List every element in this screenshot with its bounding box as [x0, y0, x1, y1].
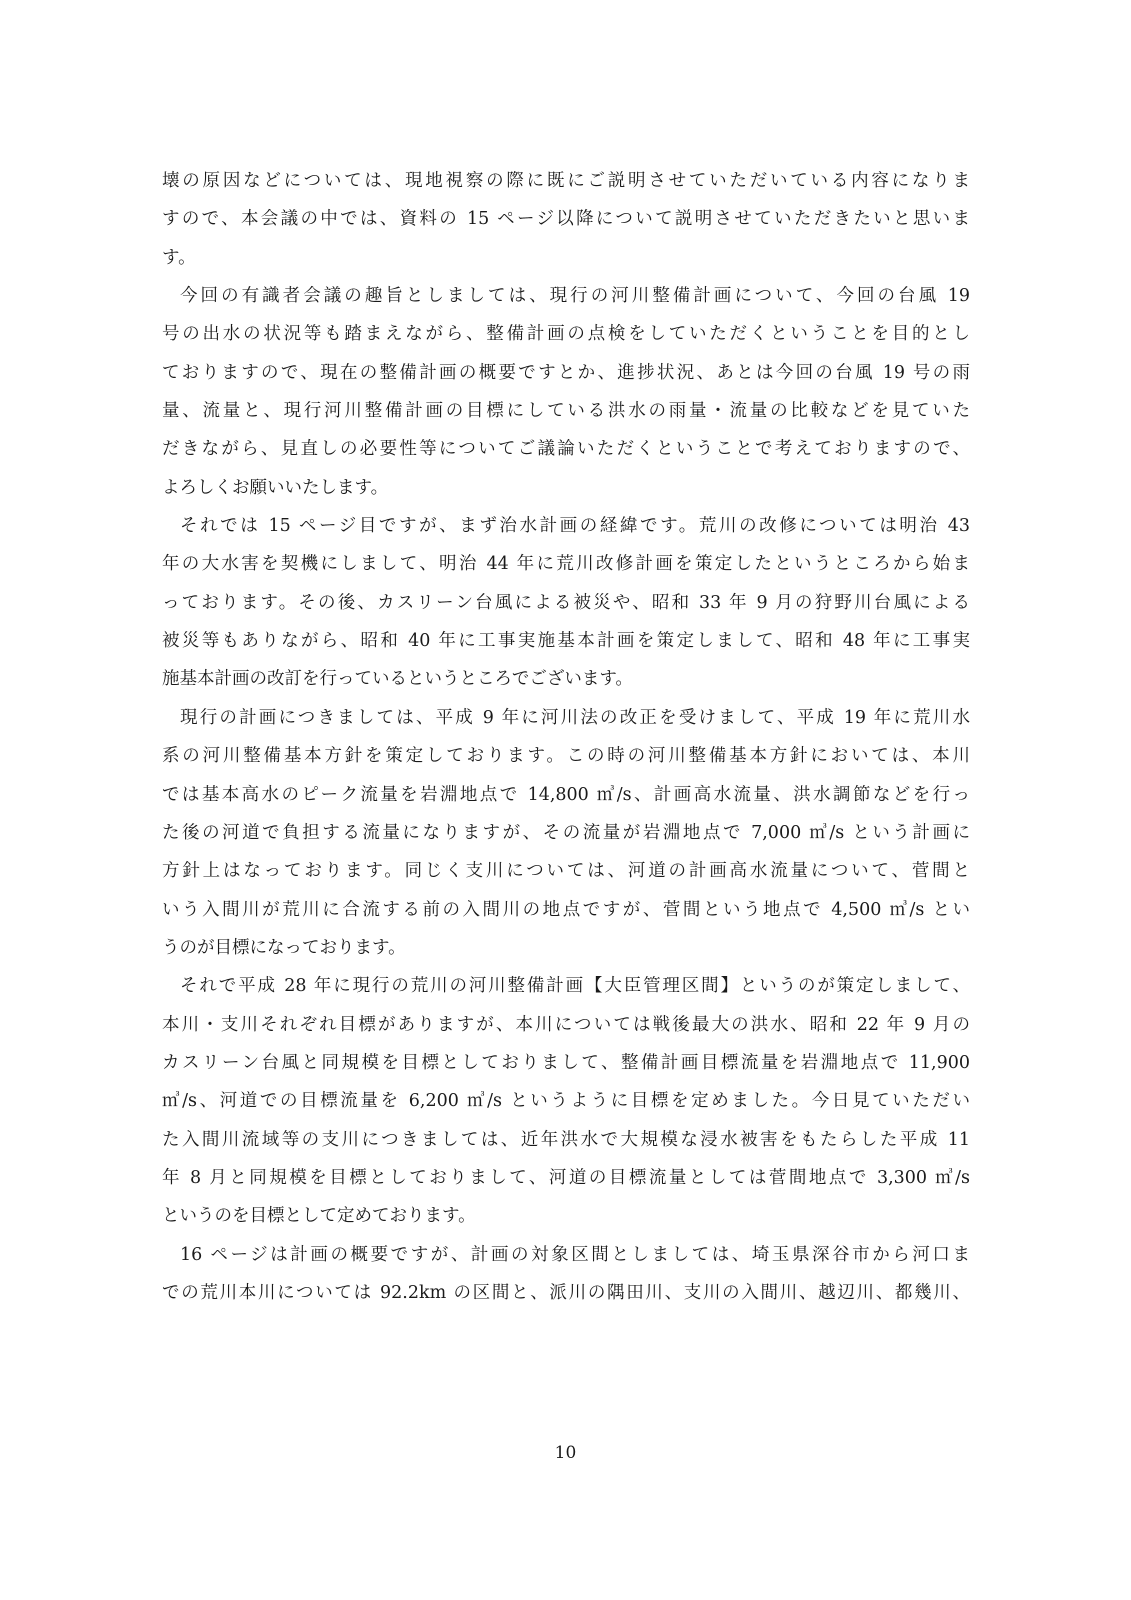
text-line: カスリーン台風と同規模を目標としておりまして、整備計画目標流量を岩淵地点で 11,900	[162, 1052, 970, 1073]
page-number: 10	[554, 1443, 577, 1463]
text-line: 被災等もありながら、昭和 40 年に工事実施基本計画を策定しまして、昭和 48 年に工事実	[162, 631, 970, 652]
text-line: いう入間川が荒川に合流する前の入間川の地点ですが、菅間という地点で 4,500 ㎥/s とい	[162, 899, 970, 920]
text-line: 現行の計画につきましては、平成 9 年に河川法の改正を受けまして、平成 19 年に荒川水	[180, 707, 970, 728]
text-line: それでは 15 ページ目ですが、まず治水計画の経緯です。荒川の改修については明治 43	[180, 516, 970, 537]
text-line: 年 8 月と同規模を目標としておりまして、河道の目標流量としては菅間地点で 3,300 ㎥/s	[162, 1167, 970, 1188]
text-line: ㎥/s、河道での目標流量を 6,200 ㎥/s というように目標を定めました。今日見ていただい	[162, 1091, 970, 1112]
text-line: 本川・支川それぞれ目標がありますが、本川については戦後最大の洪水、昭和 22 年 9 月の	[162, 1014, 970, 1035]
text-line: での荒川本川については 92.2km の区間と、派川の隅田川、支川の入間川、越辺川、都幾川、	[162, 1282, 970, 1303]
text-line: 方針上はなっております。同じく支川については、河道の計画高水流量について、菅間と	[162, 861, 970, 882]
text-line: 今回の有識者会議の趣旨としましては、現行の河川整備計画について、今回の台風 19	[180, 286, 970, 307]
text-line: すので、本会議の中では、資料の 15 ページ以降について説明させていただきたいと思いま	[162, 209, 970, 230]
text-line: 壊の原因などについては、現地視察の際に既にご説明させていただいている内容になりま	[162, 171, 970, 191]
text-line: というのを目標として定めております。	[162, 1206, 476, 1227]
text-line: よろしくお願いいたします。	[162, 477, 389, 498]
text-line: す。	[162, 247, 196, 268]
text-line: た後の河道で負担する流量になりますが、その流量が岩淵地点で 7,000 ㎥/s という計画に	[162, 822, 970, 843]
text-line: た入間川流域等の支川につきましては、近年洪水で大規模な浸水被害をもたらした平成 11	[162, 1129, 970, 1150]
text-line: っております。その後、カスリーン台風による被災や、昭和 33 年 9 月の狩野川台風による	[162, 592, 970, 613]
text-line: 系の河川整備基本方針を策定しております。この時の河川整備基本方針においては、本川	[162, 746, 970, 767]
text-line: 号の出水の状況等も踏まえながら、整備計画の点検をしていただくということを目的とし	[162, 324, 970, 345]
body-text	[162, 162, 970, 1312]
text-line: うのが目標になっております。	[162, 937, 406, 958]
text-line: それで平成 28 年に現行の荒川の河川整備計画【大臣管理区間】というのが策定しまして、	[180, 976, 970, 997]
text-line: だきながら、見直しの必要性等についてご議論いただくということで考えておりますので、	[162, 439, 970, 460]
text-line: 量、流量と、現行河川整備計画の目標にしている洪水の雨量・流量の比較などを見ていた	[162, 401, 970, 422]
text-line: では基本高水のピーク流量を岩淵地点で 14,800 ㎥/s、計画高水流量、洪水調節などを行っ	[162, 784, 970, 805]
text-line: 施基本計画の改訂を行っているというところでございます。	[162, 669, 633, 690]
text-line: ておりますので、現在の整備計画の概要ですとか、進捗状況、あとは今回の台風 19 号の雨	[162, 362, 970, 383]
text-line: 16 ページは計画の概要ですが、計画の対象区間としましては、埼玉県深谷市から河口ま	[180, 1244, 970, 1265]
text-line: 年の大水害を契機にしまして、明治 44 年に荒川改修計画を策定したというところから始ま	[162, 554, 970, 575]
